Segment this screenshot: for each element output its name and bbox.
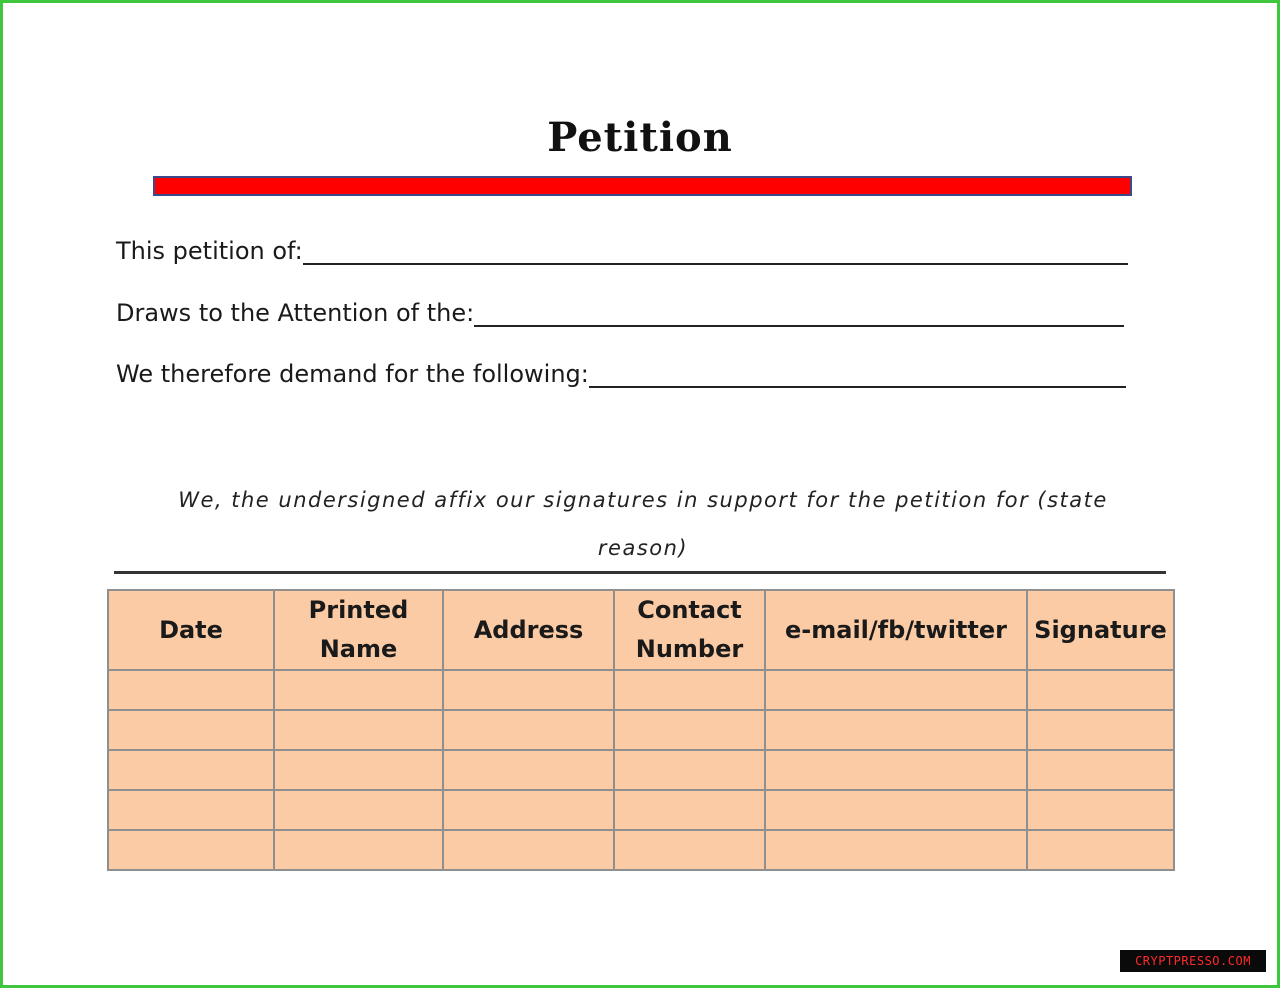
field-demands	[116, 355, 1126, 389]
table-cell[interactable]	[443, 830, 614, 870]
document-title: Petition	[547, 114, 733, 161]
table-cell[interactable]	[1027, 750, 1174, 790]
table-cell[interactable]	[274, 830, 443, 870]
column-header-date: Date	[108, 590, 274, 670]
table-cell[interactable]	[614, 670, 765, 710]
table-cell[interactable]	[108, 670, 274, 710]
table-row	[108, 830, 1174, 870]
title-accent-bar	[153, 176, 1132, 196]
statement-rule	[114, 571, 1166, 574]
table-cell[interactable]	[614, 830, 765, 870]
table-cell[interactable]	[614, 790, 765, 830]
table-cell[interactable]	[765, 750, 1027, 790]
table-row	[108, 790, 1174, 830]
table-cell[interactable]	[765, 790, 1027, 830]
table-cell[interactable]	[765, 710, 1027, 750]
table-row	[108, 750, 1174, 790]
table-cell[interactable]	[108, 790, 274, 830]
table-cell[interactable]	[108, 710, 274, 750]
field-label: This petition of:	[116, 237, 303, 265]
table-cell[interactable]	[1027, 710, 1174, 750]
watermark: CRYPTPRESSO.COM	[1120, 950, 1266, 972]
signature-table	[107, 589, 1175, 871]
table-cell[interactable]	[443, 710, 614, 750]
field-label: Draws to the Attention of the:	[116, 299, 475, 327]
column-header-address: Address	[443, 590, 614, 670]
table-row	[108, 710, 1174, 750]
table-cell[interactable]	[274, 750, 443, 790]
support-statement: We, the undersigned affix our signatures in support for the petition for (state reason)	[178, 488, 1108, 560]
table-header-row	[108, 590, 1174, 670]
column-header-printed-name: Printed Name	[274, 590, 443, 670]
column-header-contact-number: Contact Number	[614, 590, 765, 670]
table-cell[interactable]	[443, 790, 614, 830]
table-cell[interactable]	[765, 670, 1027, 710]
table-cell[interactable]	[274, 790, 443, 830]
table-cell[interactable]	[443, 670, 614, 710]
table-body	[108, 670, 1174, 870]
table-cell[interactable]	[1027, 830, 1174, 870]
table-cell[interactable]	[614, 710, 765, 750]
table-cell[interactable]	[614, 750, 765, 790]
column-header-social: e-mail/fb/twitter	[765, 590, 1027, 670]
blank-line	[303, 262, 1128, 265]
table-cell[interactable]	[274, 710, 443, 750]
table-cell[interactable]	[1027, 790, 1174, 830]
field-petition-of	[116, 232, 1128, 266]
table-cell[interactable]	[108, 750, 274, 790]
table-cell[interactable]	[108, 830, 274, 870]
table-row	[108, 670, 1174, 710]
field-attention-of	[116, 294, 1124, 328]
blank-line	[474, 324, 1124, 327]
table-cell[interactable]	[765, 830, 1027, 870]
field-label: We therefore demand for the following:	[116, 360, 589, 388]
table-cell[interactable]	[443, 750, 614, 790]
column-header-signature: Signature	[1027, 590, 1174, 670]
table-cell[interactable]	[1027, 670, 1174, 710]
blank-line	[589, 385, 1126, 388]
table-cell[interactable]	[274, 670, 443, 710]
